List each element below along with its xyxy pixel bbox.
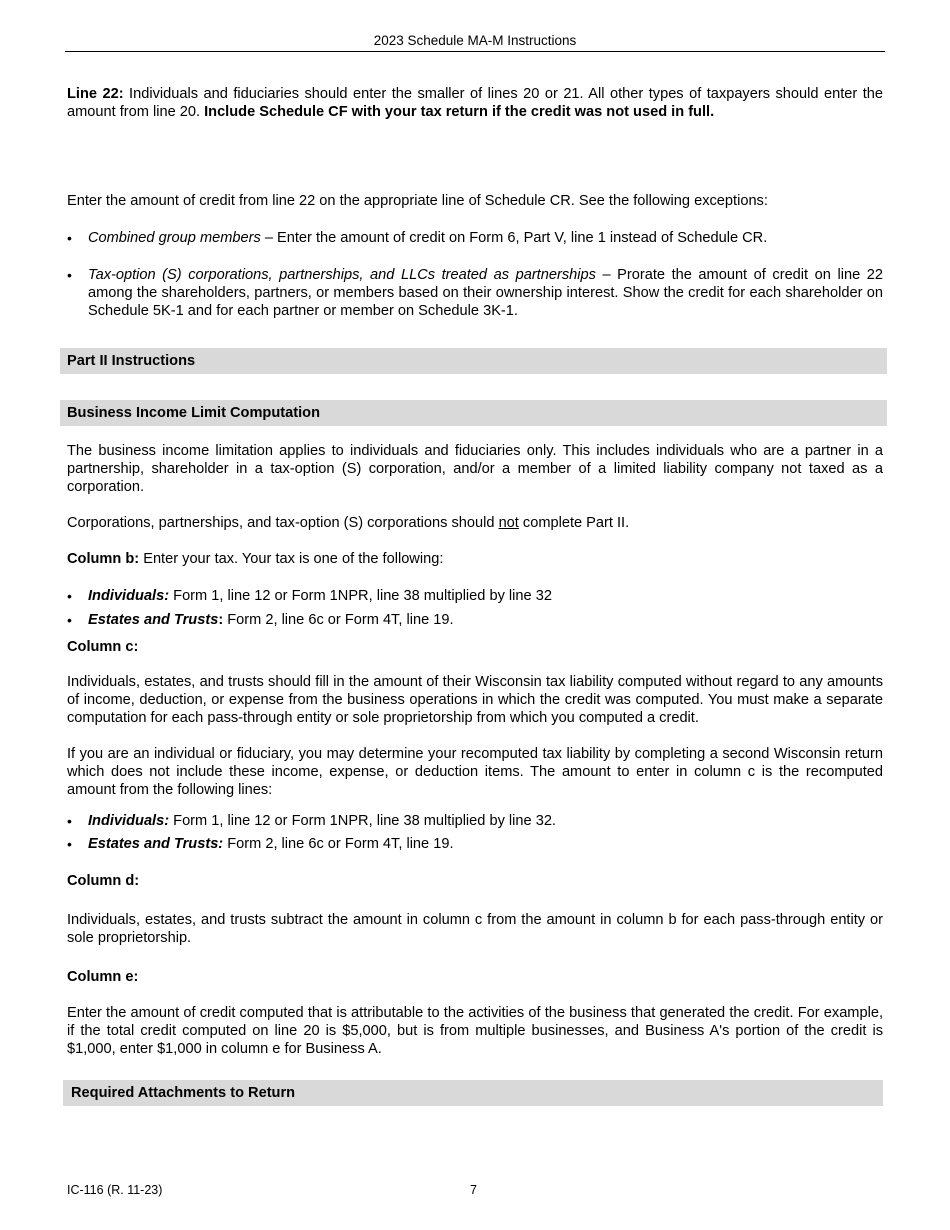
bullet-icon: • [67,588,72,604]
exception-lead: Combined group members [88,230,261,246]
section-header-part-2: Part II Instructions [60,348,887,374]
column-c-label: Column c: [67,639,139,655]
exception-lead: Tax-option (S) corporations, partnerships, and LLCs treated as partnerships [88,267,596,283]
enter-credit-paragraph: Enter the amount of credit from line 22 on the appropriate line of Schedule CR. See the following exceptions: [67,193,768,209]
line-22-paragraph [67,85,883,121]
exception-item-combined-group [67,229,883,247]
exception-text: – Prorate the amount of credit on line 22 among the shareholders, partners, or members based on their ownership interest. Show the credit for each shareholder on Schedule 5K-1 and for each partner or member on Schedule 3K-1. [88,267,883,319]
column-b-paragraph [67,550,883,568]
column-b-text: Enter your tax. Your tax is one of the following: [139,551,444,567]
not-complete-before: Corporations, partnerships, and tax-option (S) corporations should [67,515,499,531]
item-lead: Estates and Trusts [88,612,219,628]
bullet-icon: • [67,230,72,246]
column-c-paragraph-2: If you are an individual or fiduciary, you may determine your recomputed tax liability by completing a second Wisconsin return which does not include these income, expense, or deduction items. The amount to enter in column c is the recomputed amount from the following lines: [67,746,883,798]
column-b-label: Column b: [67,551,140,567]
item-text: Form 1, line 12 or Form 1NPR, line 38 multiplied by line 32 [169,588,552,604]
line-22-text: Individuals and fiduciaries should enter the smaller of lines 20 or 21. All other types of taxpayers should enter the amount from line 20. [67,86,883,120]
column-d-label: Column d: [67,873,140,889]
column-c-item-individuals [67,812,883,830]
item-text: Form 2, line 6c or Form 4T, line 19. [223,836,454,852]
column-b-item-individuals [67,587,883,605]
exception-item-tax-option [67,266,883,320]
section-header-business-income: Business Income Limit Computation [60,400,887,426]
not-complete-after: complete Part II. [518,515,630,531]
running-header: 2023 Schedule MA-M Instructions [65,33,885,52]
not-word: not [498,515,519,531]
bullet-icon: • [67,813,72,829]
item-text: Form 1, line 12 or Form 1NPR, line 38 multiplied by line 32. [169,813,556,829]
column-d-paragraph: Individuals, estates, and trusts subtract the amount in column c from the amount in column b for each pass-through entity or sole proprietorship. [67,912,883,946]
not-complete-paragraph [67,514,883,532]
column-e-label: Column e: [67,969,139,985]
item-lead: Individuals: [88,588,170,604]
footer-form-id: IC-116 (R. 11-23) [67,1183,163,1197]
footer-page-number: 7 [470,1183,477,1197]
column-e-paragraph: Enter the amount of credit computed that is attributable to the activities of the business that generated the credit. For example, if the total credit computed on line 20 is $5,000, but is from multiple businesses, and Business A's portion of the credit is $1,000, enter $1,000 in column e for Business A. [67,1005,883,1057]
bullet-icon: • [67,612,72,628]
section-header-required-attachments: Required Attachments to Return [63,1080,883,1106]
bullet-icon: • [67,836,72,852]
column-c-paragraph-1: Individuals, estates, and trusts should fill in the amount of their Wisconsin tax liability computed without regard to any amounts of income, deduction, or expense from the business operations in which the credit was computed. You must make a separate computation for each pass-through entity or sole proprietorship from which you computed a credit. [67,674,883,726]
item-colon: : [218,612,224,628]
item-lead: Estates and Trusts: [88,836,224,852]
business-income-intro: The business income limitation applies to individuals and fiduciaries only. This includes individuals who are a partner in a partnership, shareholder in a tax-option (S) corporation, and/or a member of a limited liability company not taxed as a corporation. [67,443,883,495]
bullet-icon: • [67,267,72,283]
line-22-bold-note: Include Schedule CF with your tax return if the credit was not used in full. [204,104,715,120]
column-b-item-estates [67,611,883,629]
exception-text: – Enter the amount of credit on Form 6, Part V, line 1 instead of Schedule CR. [260,230,768,246]
item-lead: Individuals: [88,813,170,829]
column-c-item-estates [67,835,883,853]
item-text: Form 2, line 6c or Form 4T, line 19. [223,612,454,628]
line-22-label: Line 22: [67,86,124,102]
